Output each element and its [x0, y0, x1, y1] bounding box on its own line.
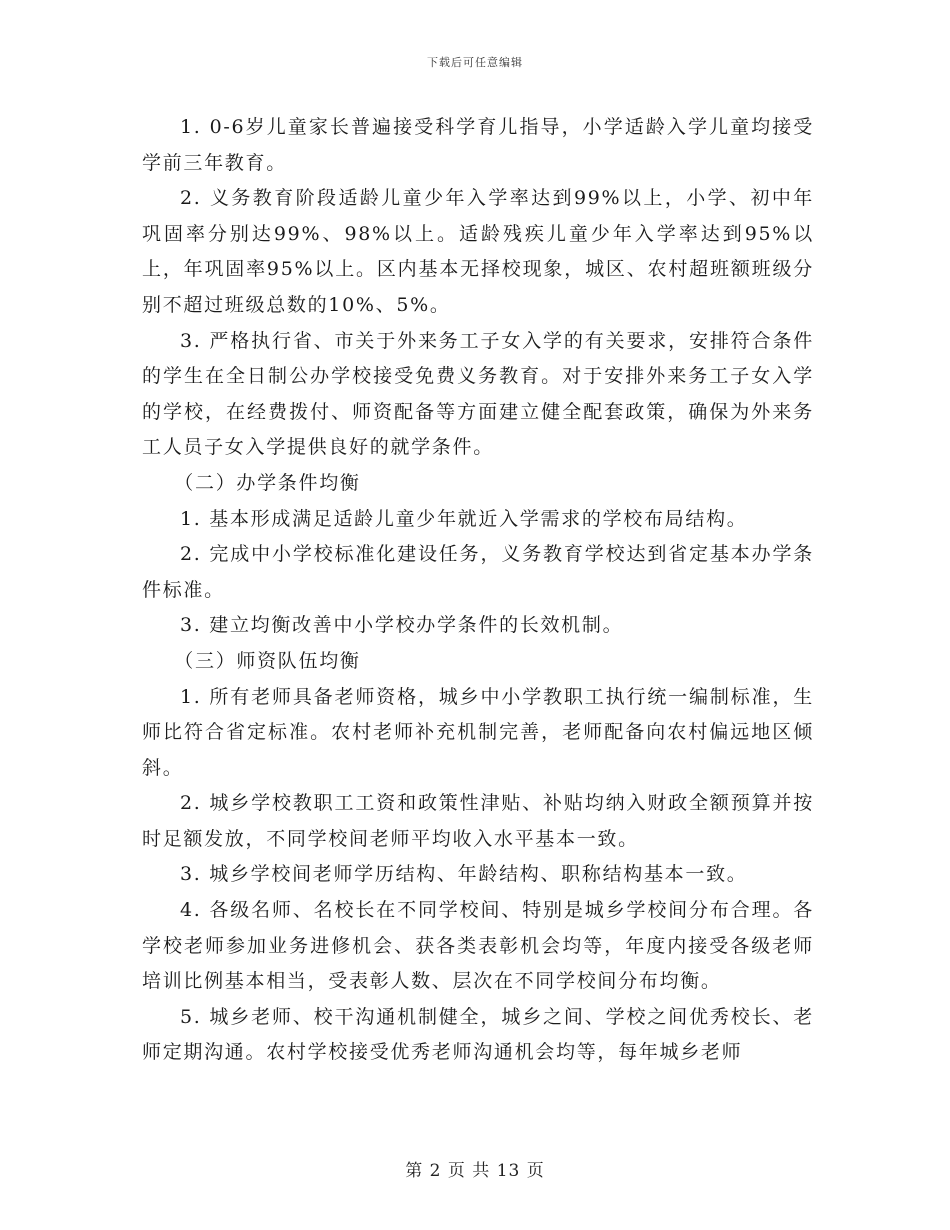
section-heading-teachers: （三）师资队伍均衡	[174, 649, 361, 672]
paragraph-item-10: 4. 各级名师、名校长在不同学校间、特别是城乡学校间分布合理。各学校老师参加业务进修机会、获各类表彰机会均等，年度内接受各级老师培训比例基本相当，受表彰人数、层次在不同学校间分布均衡。	[142, 899, 814, 993]
paragraph-item-7: 1. 所有老师具备老师资格，城乡中小学教职工执行统一编制标准，生师比符合省定标准。农村老师补充机制完善，老师配备向农村偏远地区倾斜。	[142, 685, 814, 779]
page-number-footer: 第 2 页 共 13 页	[405, 1161, 545, 1181]
paragraph-item-4: 1. 基本形成满足适龄儿童少年就近入学需求的学校布局结构。	[180, 507, 748, 530]
paragraph-item-3: 3. 严格执行省、市关于外来务工子女入学的有关要求，安排符合条件的学生在全日制公办学校接受免费义务教育。对于安排外来务工子女入学的学校，在经费拨付、师资配备等方面建立健全配套政策，确保为外来务工人员子女入学提供良好的就学条件。	[142, 329, 814, 459]
page-header-note: 下载后可任意编辑	[427, 56, 523, 69]
paragraph-item-1: 1. 0-6岁儿童家长普遍接受科学育儿指导，小学适龄入学儿童均接受学前三年教育。	[142, 116, 814, 174]
paragraph-item-11: 5. 城乡老师、校干沟通机制健全，城乡之间、学校之间优秀校长、老师定期沟通。农村学校接受优秀老师沟通机会均等，每年城乡老师	[142, 1005, 814, 1064]
paragraph-item-6: 3. 建立均衡改善中小学校办学条件的长效机制。	[180, 614, 624, 637]
paragraph-item-5: 2. 完成中小学校标准化建设任务，义务教育学校达到省定基本办学条件标准。	[142, 543, 814, 601]
document-body	[142, 110, 814, 1071]
paragraph-item-8: 2. 城乡学校教职工工资和政策性津贴、补贴均纳入财政全额预算并按时足额发放，不同学校间老师平均收入水平基本一致。	[142, 792, 814, 850]
section-heading-facilities: （二）办学条件均衡	[174, 471, 361, 494]
paragraph-item-2: 2. 义务教育阶段适龄儿童少年入学率达到99%以上，小学、初中年巩固率分别达99%、98%以上。适龄残疾儿童少年入学率达到95%以上，年巩固率95%以上。区内基本无择校现象，城区、农村超班额班级分别不超过班级总数的10%、5%。	[142, 187, 814, 316]
paragraph-item-9: 3. 城乡学校间老师学历结构、年龄结构、职称结构基本一致。	[180, 863, 748, 886]
